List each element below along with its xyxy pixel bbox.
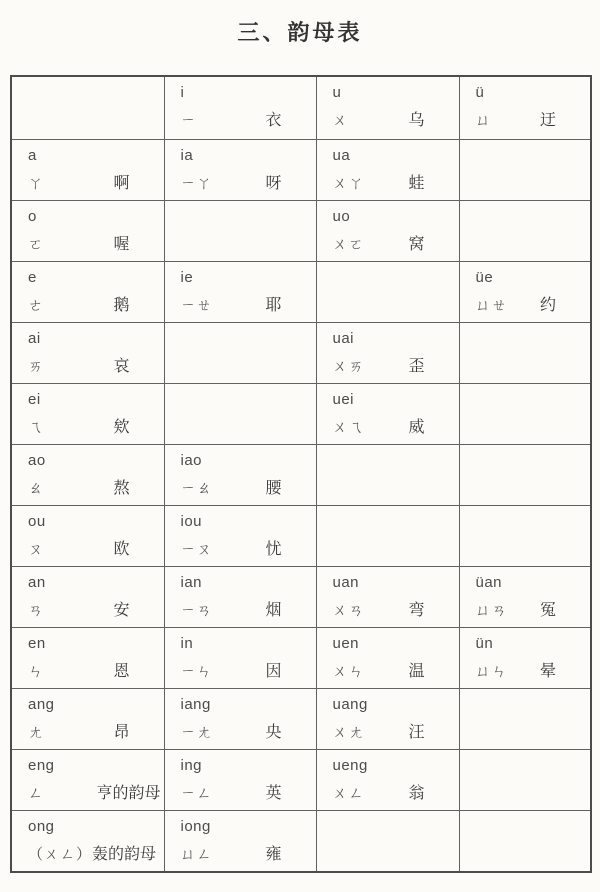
example-char: 英 bbox=[265, 785, 282, 802]
zhuyin-hanzi-line bbox=[181, 172, 282, 196]
cell-empty bbox=[316, 262, 459, 323]
cell-empty bbox=[316, 445, 459, 506]
pinyin-label: an bbox=[28, 574, 46, 591]
example-char: 雍 bbox=[265, 846, 282, 863]
zhuyin-label: ㄠ bbox=[28, 480, 45, 497]
example-char: 呀 bbox=[265, 175, 282, 192]
zhuyin-hanzi-line bbox=[28, 233, 130, 257]
pinyin-label: ing bbox=[180, 757, 203, 774]
cell-üan bbox=[459, 567, 591, 628]
pinyin-label: ua bbox=[332, 147, 351, 164]
cell-ang bbox=[11, 689, 164, 750]
cell-ie bbox=[164, 262, 316, 323]
zhuyin-hanzi-line bbox=[333, 416, 425, 440]
table-row bbox=[11, 628, 591, 689]
cell-ueng bbox=[316, 750, 459, 811]
cell-empty bbox=[164, 323, 316, 384]
example-char: 翁 bbox=[408, 785, 425, 802]
pinyin-label: ün bbox=[475, 635, 494, 652]
zhuyin-label: ㄧㄤ bbox=[180, 724, 213, 741]
example-char: 乌 bbox=[408, 112, 425, 129]
cell-empty bbox=[459, 689, 591, 750]
zhuyin-label: ㄩㄥ bbox=[180, 846, 213, 863]
example-char: 啊 bbox=[113, 175, 130, 192]
zhuyin-label: ㄩㄝ bbox=[475, 297, 508, 314]
pinyin-label: eng bbox=[28, 757, 55, 774]
zhuyin-label: ㄧ bbox=[180, 112, 197, 129]
zhuyin-hanzi-line bbox=[28, 721, 130, 745]
example-char: 昂 bbox=[113, 724, 130, 741]
example-char: 喔 bbox=[113, 236, 130, 253]
table-row bbox=[11, 262, 591, 323]
zhuyin-label: ㄩㄢ bbox=[475, 602, 508, 619]
zhuyin-hanzi-line bbox=[181, 109, 282, 133]
zhuyin-hanzi-line bbox=[28, 660, 130, 684]
cell-o bbox=[11, 201, 164, 262]
cell-empty bbox=[459, 811, 591, 873]
zhuyin-hanzi-line bbox=[28, 843, 161, 867]
pinyin-label: uan bbox=[332, 574, 360, 591]
pinyin-label: o bbox=[28, 208, 37, 225]
example-char: 冤 bbox=[539, 602, 556, 619]
zhuyin-label: ㄧㄝ bbox=[180, 297, 213, 314]
zhuyin-hanzi-line bbox=[28, 416, 130, 440]
zhuyin-label: ㄡ bbox=[28, 541, 45, 558]
cell-ao bbox=[11, 445, 164, 506]
cell-e bbox=[11, 262, 164, 323]
pinyin-label: i bbox=[180, 84, 185, 101]
zhuyin-label: ㄨㄞ bbox=[332, 358, 365, 375]
zhuyin-hanzi-line bbox=[28, 355, 130, 379]
cell-eng bbox=[11, 750, 164, 811]
pinyin-label: uei bbox=[332, 391, 355, 408]
example-char: 蛙 bbox=[408, 175, 425, 192]
zhuyin-label: ㄤ bbox=[28, 724, 45, 741]
zhuyin-hanzi-line bbox=[181, 782, 282, 806]
zhuyin-hanzi-line bbox=[181, 599, 282, 623]
example-char: 烟 bbox=[265, 602, 282, 619]
example-char: 安 bbox=[113, 602, 130, 619]
cell-ing bbox=[164, 750, 316, 811]
cell-en bbox=[11, 628, 164, 689]
table-row bbox=[11, 567, 591, 628]
cell-ia bbox=[164, 140, 316, 201]
zhuyin-hanzi-line bbox=[28, 294, 130, 318]
pinyin-label: ei bbox=[28, 391, 41, 408]
table-row bbox=[11, 323, 591, 384]
cell-ua bbox=[316, 140, 459, 201]
pinyin-label: in bbox=[180, 635, 194, 652]
cell-uai bbox=[316, 323, 459, 384]
example-char: 窝 bbox=[408, 236, 425, 253]
pinyin-label: ang bbox=[28, 696, 55, 713]
cell-empty bbox=[459, 445, 591, 506]
example-char: 腰 bbox=[265, 480, 282, 497]
example-char: 温 bbox=[408, 663, 425, 680]
cell-ian bbox=[164, 567, 316, 628]
pinyin-label: üe bbox=[475, 269, 494, 286]
example-char: 晕 bbox=[539, 663, 556, 680]
finals-table bbox=[10, 75, 592, 873]
cell-ong bbox=[11, 811, 164, 873]
zhuyin-label: ㄨㄢ bbox=[332, 602, 365, 619]
cell-uan bbox=[316, 567, 459, 628]
cell-empty bbox=[316, 506, 459, 567]
pinyin-label: ou bbox=[28, 513, 46, 530]
zhuyin-hanzi-line bbox=[181, 721, 282, 745]
example-char: 央 bbox=[265, 724, 282, 741]
example-char: 忧 bbox=[265, 541, 282, 558]
zhuyin-hanzi-line bbox=[333, 109, 425, 133]
pinyin-label: ao bbox=[28, 452, 46, 469]
cell-uang bbox=[316, 689, 459, 750]
zhuyin-hanzi-line bbox=[333, 355, 425, 379]
cell-ou bbox=[11, 506, 164, 567]
pinyin-label: üan bbox=[475, 574, 503, 591]
example-char: 欧 bbox=[113, 541, 130, 558]
pinyin-label: iou bbox=[180, 513, 203, 530]
cell-empty bbox=[316, 811, 459, 873]
example-char: 衣 bbox=[265, 112, 282, 129]
cell-üe bbox=[459, 262, 591, 323]
example-char: 迂 bbox=[539, 112, 556, 129]
example-char: 轰的韵母 bbox=[92, 846, 157, 863]
pinyin-label: e bbox=[28, 269, 37, 286]
zhuyin-hanzi-line bbox=[181, 294, 282, 318]
cell-empty bbox=[164, 201, 316, 262]
example-char: 鹅 bbox=[113, 297, 130, 314]
cell-iang bbox=[164, 689, 316, 750]
example-char: 熬 bbox=[113, 480, 130, 497]
pinyin-label: ueng bbox=[332, 757, 368, 774]
zhuyin-hanzi-line bbox=[333, 233, 425, 257]
zhuyin-label: ㄨㄟ bbox=[332, 419, 365, 436]
cell-empty bbox=[164, 384, 316, 445]
cell-u bbox=[316, 76, 459, 140]
zhuyin-label: ㄞ bbox=[28, 358, 45, 375]
zhuyin-label: ㄨㄥ bbox=[332, 785, 365, 802]
zhuyin-label: ㄩ bbox=[475, 112, 492, 129]
zhuyin-hanzi-line bbox=[28, 172, 130, 196]
table-row bbox=[11, 811, 591, 873]
cell-empty bbox=[11, 76, 164, 140]
table-header-row bbox=[11, 76, 591, 140]
pinyin-label: ie bbox=[180, 269, 194, 286]
example-char: 耶 bbox=[265, 297, 282, 314]
zhuyin-hanzi-line bbox=[181, 660, 282, 684]
zhuyin-label: ㄧㄚ bbox=[180, 175, 213, 192]
cell-empty bbox=[459, 140, 591, 201]
zhuyin-label: ㄜ bbox=[28, 297, 45, 314]
cell-an bbox=[11, 567, 164, 628]
pinyin-label: ia bbox=[180, 147, 194, 164]
cell-i bbox=[164, 76, 316, 140]
cell-ün bbox=[459, 628, 591, 689]
example-char: 汪 bbox=[408, 724, 425, 741]
zhuyin-hanzi-line bbox=[28, 477, 130, 501]
zhuyin-hanzi-line bbox=[181, 477, 282, 501]
zhuyin-label: ㄧㄣ bbox=[180, 663, 213, 680]
zhuyin-hanzi-line bbox=[181, 843, 282, 867]
zhuyin-hanzi-line bbox=[476, 109, 557, 133]
zhuyin-hanzi-line bbox=[181, 538, 282, 562]
pinyin-label: iong bbox=[180, 818, 211, 835]
zhuyin-label: ㄢ bbox=[28, 602, 45, 619]
zhuyin-hanzi-line bbox=[28, 782, 161, 806]
cell-empty bbox=[459, 750, 591, 811]
pinyin-label: uen bbox=[332, 635, 360, 652]
zhuyin-hanzi-line bbox=[333, 721, 425, 745]
table-row bbox=[11, 384, 591, 445]
zhuyin-label: ㄨㄚ bbox=[332, 175, 365, 192]
pinyin-label: uang bbox=[332, 696, 368, 713]
zhuyin-label: ㄨㄛ bbox=[332, 236, 365, 253]
example-char: 歪 bbox=[408, 358, 425, 375]
page-title: 三、韵母表 bbox=[237, 20, 363, 45]
zhuyin-label: ㄣ bbox=[28, 663, 45, 680]
table-row bbox=[11, 506, 591, 567]
zhuyin-hanzi-line bbox=[28, 599, 130, 623]
example-char: 弯 bbox=[408, 602, 425, 619]
cell-a bbox=[11, 140, 164, 201]
cell-iou bbox=[164, 506, 316, 567]
example-char: 亨的韵母 bbox=[96, 785, 161, 802]
cell-ü bbox=[459, 76, 591, 140]
cell-uen bbox=[316, 628, 459, 689]
table-row bbox=[11, 445, 591, 506]
pinyin-label: iang bbox=[180, 696, 211, 713]
table-row bbox=[11, 689, 591, 750]
zhuyin-hanzi-line bbox=[333, 172, 425, 196]
example-char: 恩 bbox=[113, 663, 130, 680]
zhuyin-label: （ㄨㄥ） bbox=[28, 846, 93, 863]
zhuyin-hanzi-line bbox=[476, 294, 557, 318]
cell-in bbox=[164, 628, 316, 689]
table-row bbox=[11, 201, 591, 262]
pinyin-label: uo bbox=[332, 208, 351, 225]
zhuyin-label: ㄨㄤ bbox=[332, 724, 365, 741]
zhuyin-label: ㄨㄣ bbox=[332, 663, 365, 680]
zhuyin-hanzi-line bbox=[333, 660, 425, 684]
zhuyin-label: ㄚ bbox=[28, 175, 45, 192]
example-char: 威 bbox=[408, 419, 425, 436]
cell-iao bbox=[164, 445, 316, 506]
table-row bbox=[11, 140, 591, 201]
zhuyin-hanzi-line bbox=[333, 782, 425, 806]
example-char: 约 bbox=[539, 297, 556, 314]
pinyin-label: ian bbox=[180, 574, 203, 591]
cell-empty bbox=[459, 323, 591, 384]
cell-empty bbox=[459, 201, 591, 262]
zhuyin-hanzi-line bbox=[333, 599, 425, 623]
cell-iong bbox=[164, 811, 316, 873]
zhuyin-label: ㄧㄥ bbox=[180, 785, 213, 802]
example-char: 欸 bbox=[113, 419, 130, 436]
zhuyin-label: ㄟ bbox=[28, 419, 45, 436]
pinyin-label: ong bbox=[28, 818, 55, 835]
zhuyin-label: ㄩㄣ bbox=[475, 663, 508, 680]
pinyin-label: u bbox=[332, 84, 342, 101]
zhuyin-label: ㄧㄢ bbox=[180, 602, 213, 619]
zhuyin-label: ㄥ bbox=[28, 785, 45, 802]
zhuyin-label: ㄧㄡ bbox=[180, 541, 213, 558]
zhuyin-hanzi-line bbox=[28, 538, 130, 562]
zhuyin-label: ㄨ bbox=[332, 112, 349, 129]
pinyin-label: en bbox=[28, 635, 46, 652]
pinyin-label: iao bbox=[180, 452, 203, 469]
pinyin-label: ai bbox=[28, 330, 41, 347]
zhuyin-hanzi-line bbox=[476, 599, 557, 623]
cell-ei bbox=[11, 384, 164, 445]
example-char: 哀 bbox=[113, 358, 130, 375]
zhuyin-label: ㄧㄠ bbox=[180, 480, 213, 497]
cell-uo bbox=[316, 201, 459, 262]
cell-uei bbox=[316, 384, 459, 445]
pinyin-label: uai bbox=[332, 330, 355, 347]
example-char: 因 bbox=[265, 663, 282, 680]
pinyin-label: ü bbox=[475, 84, 485, 101]
table-row bbox=[11, 750, 591, 811]
cell-empty bbox=[459, 384, 591, 445]
cell-empty bbox=[459, 506, 591, 567]
pinyin-label: a bbox=[28, 147, 37, 164]
cell-ai bbox=[11, 323, 164, 384]
zhuyin-hanzi-line bbox=[476, 660, 557, 684]
zhuyin-label: ㄛ bbox=[28, 236, 45, 253]
